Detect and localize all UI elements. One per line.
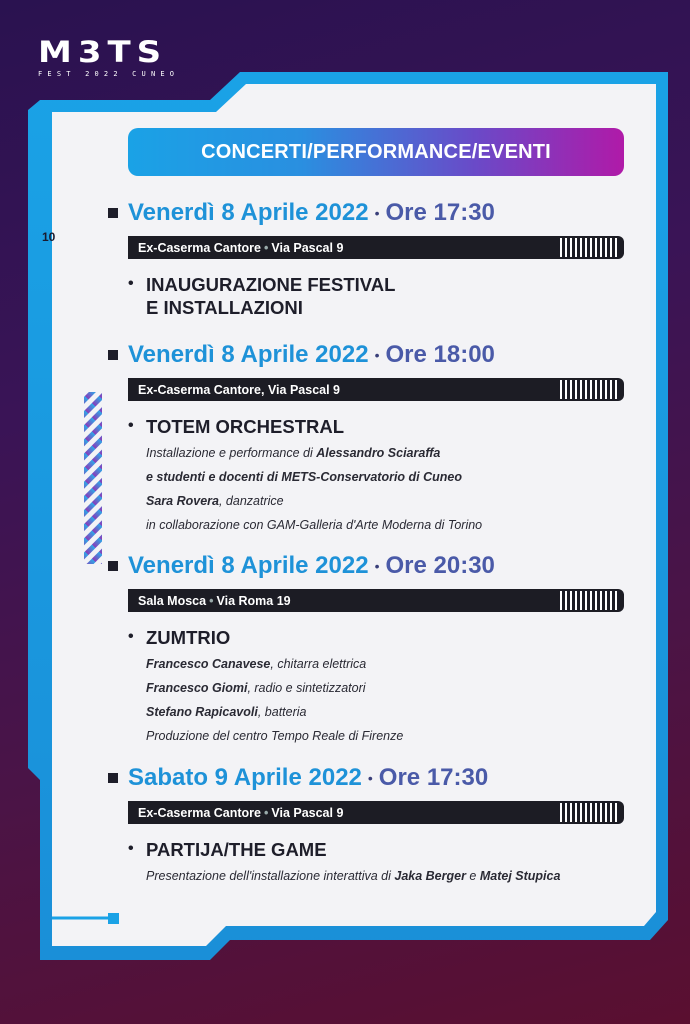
venue-address: Via Pascal 9: [271, 240, 344, 255]
bullet-icon: •: [128, 628, 134, 645]
separator-dot: •: [374, 347, 380, 363]
location-bar: [128, 236, 624, 259]
detail-text: , danzatrice: [218, 494, 284, 508]
venue-separator: •: [263, 805, 269, 820]
detail-name: e studenti e docenti di METS-Conservatorio di Cuneo: [146, 470, 462, 484]
event-details: [146, 441, 638, 537]
detail-line: [146, 700, 638, 724]
detail-name: Stefano Rapicavoli: [146, 705, 258, 719]
section-banner: [128, 128, 624, 176]
detail-name: Francesco Giomi: [146, 681, 248, 695]
event-title-row: [128, 415, 638, 438]
detail-name: Alessandro Sciaraffa: [316, 446, 441, 460]
logo-subtitle: FEST 2022 CUNEO: [38, 70, 180, 78]
detail-line: [146, 489, 638, 513]
venue-address: Via Roma 19: [216, 593, 291, 608]
separator-dot: •: [374, 205, 380, 221]
venue-name: Ex-Caserma Cantore: [138, 240, 261, 255]
barcode-stripes: [560, 803, 620, 822]
festival-logo: [38, 35, 198, 78]
square-bullet-icon: [108, 350, 118, 360]
location-text: [128, 806, 343, 820]
event-header: [108, 198, 638, 228]
event-time: Ore 20:30: [385, 552, 495, 579]
event-header: [108, 763, 638, 793]
separator-dot: •: [367, 770, 373, 786]
event-body: [128, 273, 638, 319]
event-block: [108, 551, 638, 748]
square-bullet-icon: [108, 208, 118, 218]
detail-text: , batteria: [257, 705, 307, 719]
event-body: [128, 415, 638, 537]
location-text: [128, 241, 343, 255]
separator-dot: •: [374, 558, 380, 574]
event-date: Venerdì 8 Aprile 2022: [128, 199, 369, 226]
detail-name: Matej Stupica: [479, 869, 561, 883]
venue-name: Sala Mosca: [138, 593, 207, 608]
event-details: [146, 652, 638, 748]
event-time: Ore 17:30: [378, 764, 489, 791]
detail-text: in collaborazione con GAM-Galleria d'Arte Moderna di Torino: [146, 518, 483, 532]
square-bullet-icon: [108, 561, 118, 571]
event-date: Venerdì 8 Aprile 2022: [128, 341, 369, 368]
event-title-row: [128, 626, 638, 649]
detail-line: [146, 441, 638, 465]
event-details: [146, 864, 638, 888]
detail-name: Sara Rovera: [146, 494, 219, 508]
venue-address: Via Pascal 9: [267, 382, 340, 397]
location-bar: [128, 378, 624, 401]
event-date: Venerdì 8 Aprile 2022: [128, 552, 369, 579]
detail-text: Presentazione dell'installazione interattiva di: [146, 869, 395, 883]
event-title: TOTEM ORCHESTRAL: [146, 416, 345, 437]
detail-line: [146, 676, 638, 700]
detail-line: [146, 864, 638, 888]
venue-address: Via Pascal 9: [271, 805, 344, 820]
venue-separator: •: [209, 593, 214, 608]
event-title-row: [128, 838, 638, 861]
barcode-stripes: [560, 238, 620, 257]
detail-text: , chitarra elettrica: [270, 657, 367, 671]
event-title: INAUGURAZIONE FESTIVAL E INSTALLAZIONI: [146, 274, 396, 318]
event-body: [128, 626, 638, 748]
detail-text: , radio e sintetizzatori: [247, 681, 366, 695]
event-time: Ore 17:30: [385, 199, 495, 226]
event-date: Sabato 9 Aprile 2022: [128, 764, 362, 791]
location-text: [128, 594, 291, 608]
detail-name: Francesco Canavese: [146, 657, 271, 671]
event-title: PARTIJA/THE GAME: [146, 839, 327, 860]
detail-text: e: [465, 869, 480, 883]
location-text: [128, 383, 340, 397]
banner-title: CONCERTI/PERFORMANCE/EVENTI: [201, 140, 551, 163]
detail-name: Jaka Berger: [394, 869, 466, 883]
event-header: [108, 340, 638, 370]
bullet-icon: •: [128, 275, 134, 292]
bullet-icon: •: [128, 840, 134, 857]
venue-separator: •: [263, 240, 269, 255]
page-number: 10: [42, 230, 56, 244]
barcode-stripes: [560, 380, 620, 399]
venue-name: Ex-Caserma Cantore,: [138, 382, 265, 397]
detail-text: Installazione e performance di: [146, 446, 317, 460]
event-time: Ore 18:00: [385, 341, 495, 368]
square-bullet-icon: [108, 773, 118, 783]
event-body: [128, 838, 638, 888]
detail-line: [146, 465, 638, 489]
event-header: [108, 551, 638, 581]
logo-wordmark: M3TS: [38, 35, 168, 70]
location-bar: [128, 589, 624, 612]
detail-line: [146, 724, 638, 748]
detail-line: [146, 513, 638, 537]
event-title-row: [128, 273, 638, 319]
event-block: [108, 198, 638, 319]
event-block: [108, 340, 638, 537]
barcode-stripes: [560, 591, 620, 610]
event-title: ZUMTRIO: [146, 627, 231, 648]
event-block: [108, 763, 638, 888]
location-bar: [128, 801, 624, 824]
detail-text: Produzione del centro Tempo Reale di Firenze: [146, 729, 404, 743]
venue-name: Ex-Caserma Cantore: [138, 805, 261, 820]
bullet-icon: •: [128, 417, 134, 434]
detail-line: [146, 652, 638, 676]
